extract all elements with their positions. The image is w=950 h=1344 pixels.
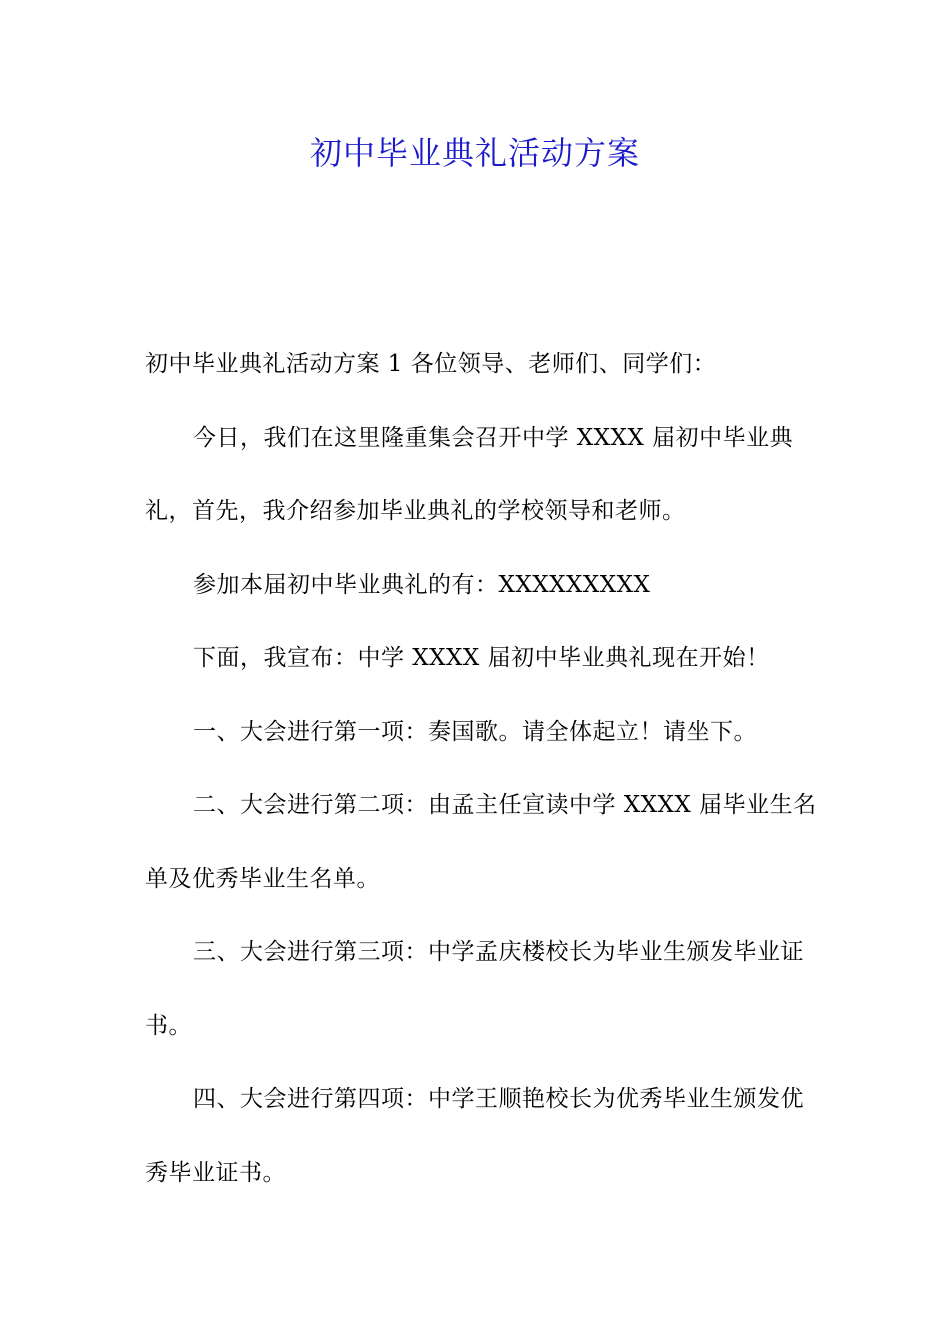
paragraph-attendees: 参加本届初中毕业典礼的有：XXXXXXXXX — [193, 571, 651, 598]
paragraph-opening: 今日，我们在这里隆重集会召开中学 XXXX 届初中毕业典礼，首先，我介绍参加毕业典礼的学校领导和老师。 — [145, 424, 794, 524]
document-title: 初中毕业典礼活动方案 — [309, 134, 640, 172]
paragraph-greeting: 初中毕业典礼活动方案 1 各位领导、老师们、同学们： — [145, 351, 717, 377]
paragraph-item-2: 二、大会进行第二项：由孟主任宣读中学 XXXX 届毕业生名单及优秀毕业生名单。 — [145, 792, 817, 892]
paragraph-announcement: 下面，我宣布：中学 XXXX 届初中毕业典礼现在开始！ — [193, 645, 770, 671]
paragraph-item-3: 三、大会进行第三项：中学孟庆楼校长为毕业生颁发毕业证书。 — [145, 939, 804, 1039]
paragraph-item-4: 四、大会进行第四项：中学王顺艳校长为优秀毕业生颁发优秀毕业证书。 — [145, 1086, 804, 1186]
paragraph-item-1: 一、大会进行第一项：奏国歌。请全体起立！请坐下。 — [193, 718, 757, 745]
document-body — [145, 328, 825, 1210]
